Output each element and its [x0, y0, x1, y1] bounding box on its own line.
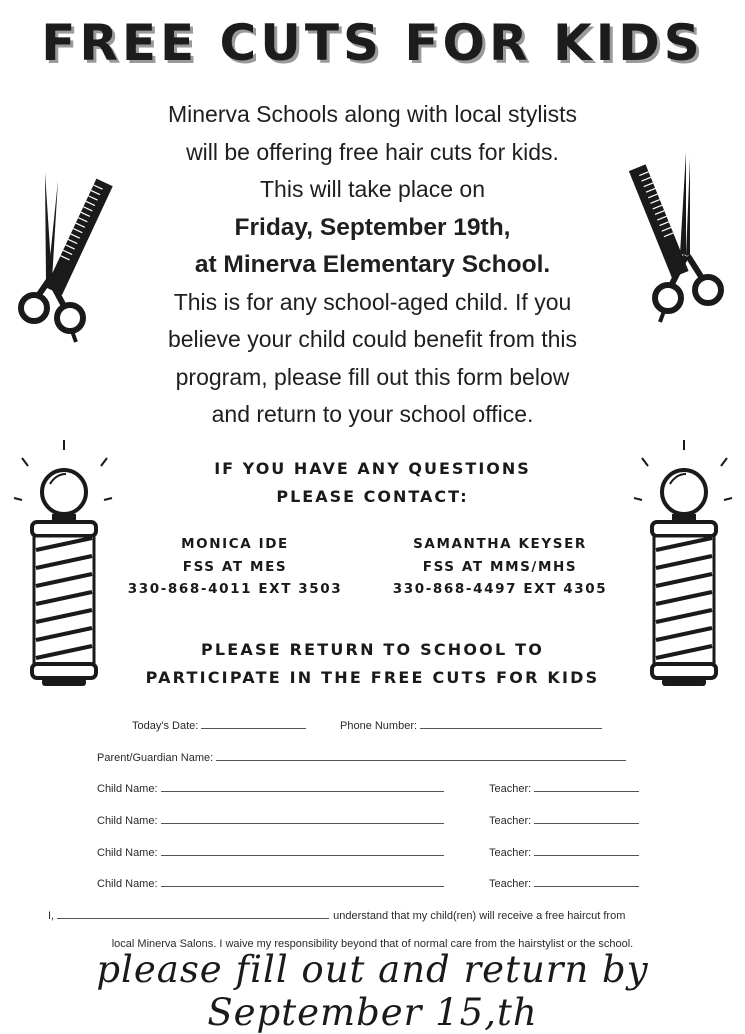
- phone-number-label: Phone Number:: [340, 720, 418, 732]
- scissors-and-comb-icon: [628, 150, 728, 330]
- todays-date-label: Today's Date:: [132, 720, 199, 732]
- teacher-line[interactable]: [534, 876, 639, 887]
- contact-name: SAMANTHA KEYSER: [413, 536, 587, 552]
- teacher-label: Teacher:: [489, 815, 532, 827]
- intro-line: Minerva Schools along with local stylists: [167, 101, 578, 127]
- footer-deadline: please fill out and return by September 15,th: [96, 948, 649, 1034]
- child-name-line[interactable]: [161, 876, 444, 887]
- teacher-line[interactable]: [534, 845, 639, 856]
- teacher-line[interactable]: [534, 781, 639, 792]
- intro-line: will be offering free hair cuts for kids.: [186, 138, 559, 165]
- teacher-label: Teacher:: [489, 847, 532, 859]
- child-name-label: Child Name:: [97, 815, 158, 827]
- child-name-field[interactable]: [97, 813, 444, 827]
- questions-line: PLEASE CONTACT:: [276, 487, 469, 506]
- intro-line: program, please fill out this form below: [175, 363, 570, 390]
- child-name-label: Child Name:: [97, 847, 158, 859]
- teacher-label: Teacher:: [489, 783, 532, 795]
- scissors-and-comb-icon: [12, 170, 112, 345]
- return-notice: [100, 636, 645, 692]
- page-title: FREE CUTS FOR KIDS: [41, 14, 704, 72]
- return-line: PLEASE RETURN TO SCHOOL TO: [200, 640, 545, 659]
- phone-number-field[interactable]: [340, 718, 602, 732]
- teacher-field[interactable]: [489, 845, 639, 859]
- contact-role: FSS AT MES: [182, 558, 288, 575]
- child-name-line[interactable]: [161, 845, 444, 856]
- questions-heading: [150, 455, 595, 511]
- intro-line: This will take place on: [260, 176, 485, 202]
- questions-line: IF YOU HAVE ANY QUESTIONS: [214, 459, 531, 478]
- contact-name: MONICA IDE: [181, 536, 289, 552]
- intro-paragraph: [90, 96, 655, 434]
- phone-number-line[interactable]: [420, 718, 602, 729]
- waiver-prefix: I,: [48, 910, 55, 922]
- parent-name-line[interactable]: [216, 750, 626, 761]
- return-line: PARTICIPATE IN THE FREE CUTS FOR KIDS: [145, 668, 600, 687]
- teacher-line[interactable]: [534, 813, 639, 824]
- contact-phone: 330-868-4497 EXT 4305: [392, 581, 608, 597]
- waiver-line-1: [48, 908, 625, 922]
- contact-role: FSS AT MMS/MHS: [422, 558, 578, 575]
- child-name-field[interactable]: [97, 845, 444, 859]
- teacher-field[interactable]: [489, 781, 639, 795]
- contact-phone: 330-868-4011 EXT 3503: [127, 581, 343, 597]
- event-location: at Minerva Elementary School.: [194, 251, 551, 278]
- waiver-name-line[interactable]: [57, 908, 329, 919]
- waiver-line-2: local Minerva Salons. I waive my responsibility beyond that of normal care from the hairstylist or the school.: [111, 938, 634, 950]
- child-name-field[interactable]: [97, 876, 444, 890]
- teacher-field[interactable]: [489, 813, 639, 827]
- contact-monica: [110, 533, 360, 601]
- child-name-line[interactable]: [161, 813, 444, 824]
- todays-date-line[interactable]: [201, 718, 306, 729]
- intro-line: This is for any school-aged child. If you: [173, 288, 572, 315]
- todays-date-field[interactable]: [132, 718, 306, 732]
- child-name-label: Child Name:: [97, 878, 158, 890]
- parent-name-field[interactable]: [97, 750, 626, 764]
- intro-line: believe your child could benefit from this: [167, 326, 578, 352]
- parent-name-label: Parent/Guardian Name:: [97, 752, 214, 764]
- teacher-field[interactable]: [489, 876, 639, 890]
- child-name-field[interactable]: [97, 781, 444, 795]
- child-name-label: Child Name:: [97, 783, 158, 795]
- contact-samantha: [375, 533, 625, 601]
- child-name-line[interactable]: [161, 781, 444, 792]
- teacher-label: Teacher:: [489, 878, 532, 890]
- event-date: Friday, September 19th,: [234, 213, 511, 241]
- barber-pole-icon: [12, 440, 112, 690]
- barber-pole-icon: [632, 440, 732, 690]
- waiver-suffix: understand that my child(ren) will receive a free haircut from: [333, 910, 626, 922]
- intro-line: and return to your school office.: [211, 401, 534, 427]
